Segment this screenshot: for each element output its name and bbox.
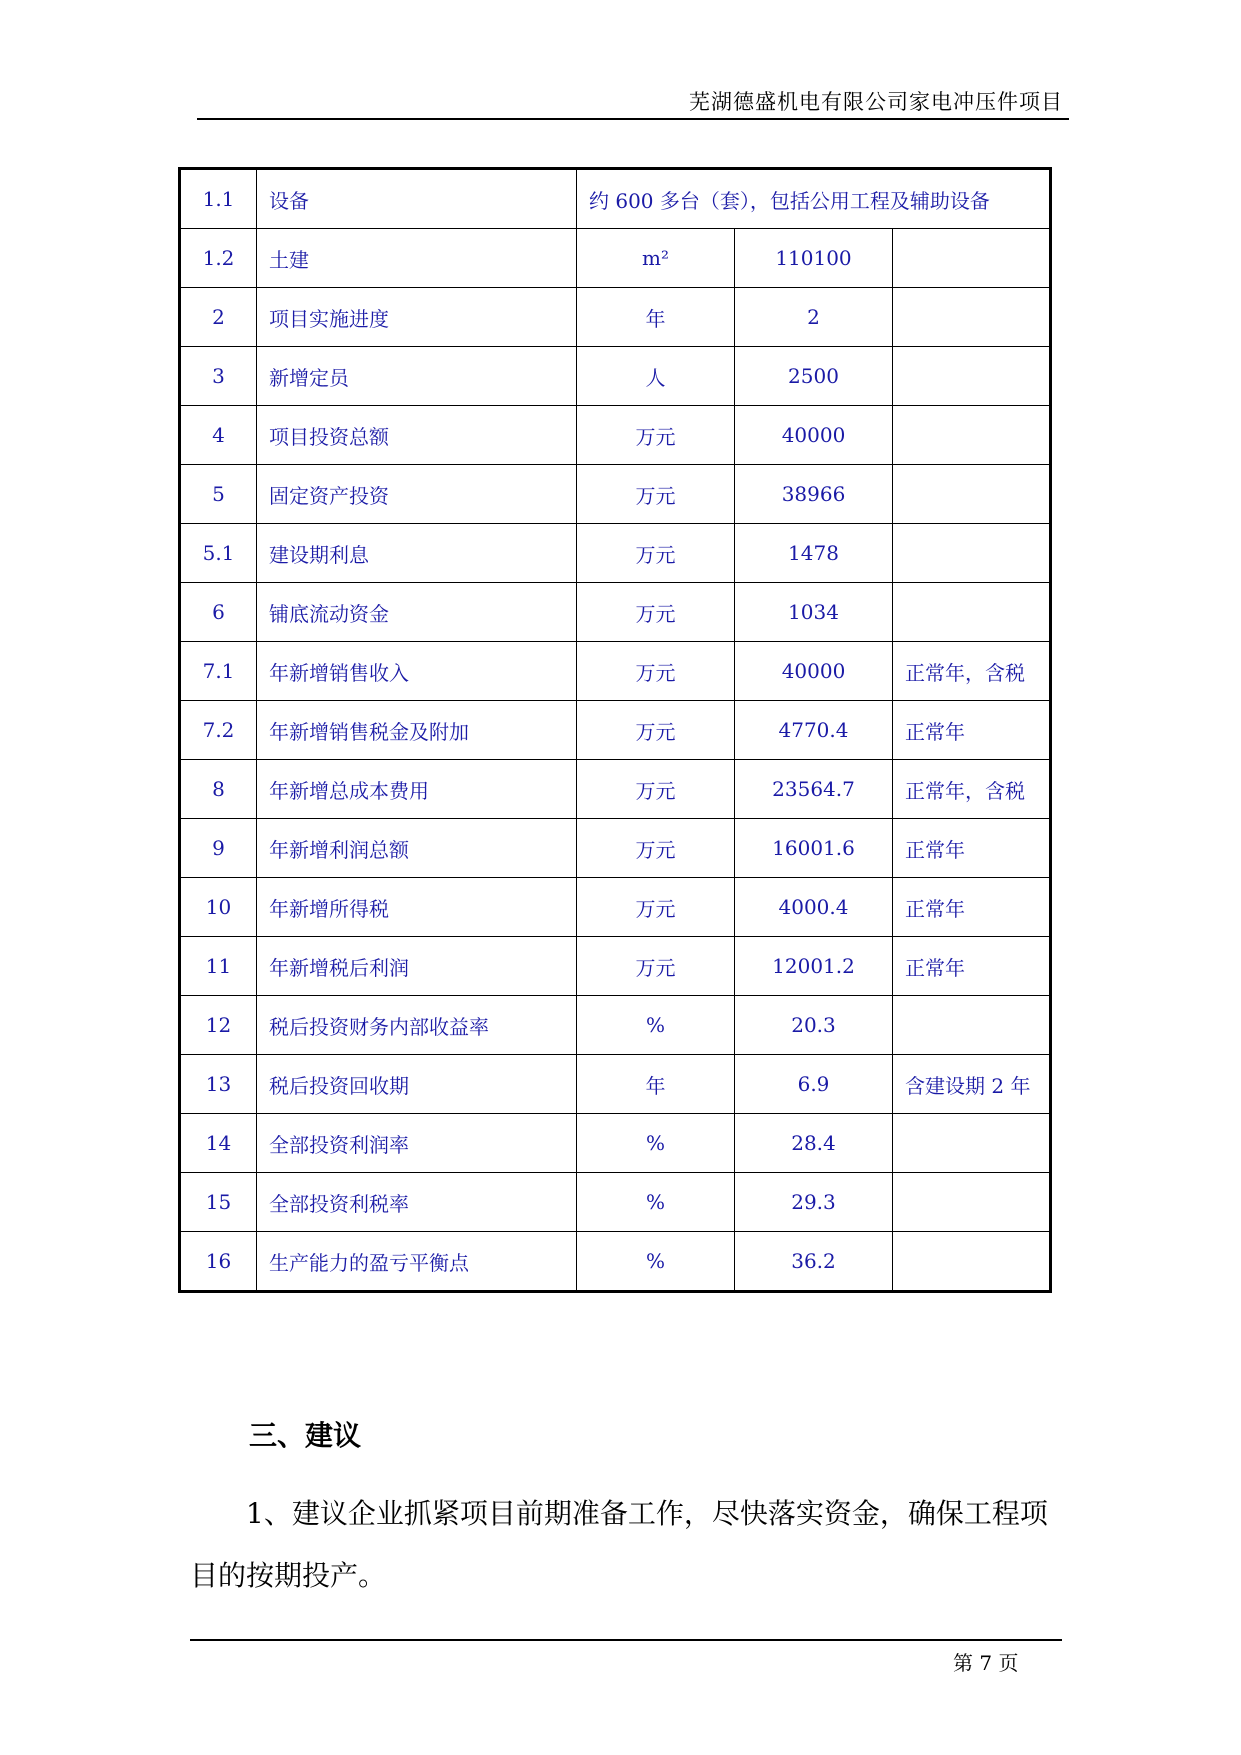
item-name-cell: 年新增销售税金及附加 xyxy=(257,701,577,760)
value-cell: 36.2 xyxy=(735,1232,893,1292)
item-name-cell: 项目实施进度 xyxy=(257,288,577,347)
note-cell: 正常年，含税 xyxy=(893,642,1051,701)
value-cell: 40000 xyxy=(735,642,893,701)
row-number-cell: 3 xyxy=(180,347,257,406)
item-name-cell: 建设期利息 xyxy=(257,524,577,583)
unit-cell: 万元 xyxy=(577,937,735,996)
unit-cell: % xyxy=(577,1232,735,1292)
row-number-cell: 5 xyxy=(180,465,257,524)
table-row xyxy=(180,229,1051,288)
note-cell xyxy=(893,583,1051,642)
item-description-cell: 约 600 多台（套），包括公用工程及辅助设备 xyxy=(577,169,1051,229)
item-name-cell: 年新增税后利润 xyxy=(257,937,577,996)
row-number-cell: 8 xyxy=(180,760,257,819)
note-cell xyxy=(893,406,1051,465)
item-name-cell: 年新增所得税 xyxy=(257,878,577,937)
note-cell xyxy=(893,288,1051,347)
note-cell: 正常年 xyxy=(893,878,1051,937)
row-number-cell: 4 xyxy=(180,406,257,465)
table-row xyxy=(180,524,1051,583)
item-name-cell: 生产能力的盈亏平衡点 xyxy=(257,1232,577,1292)
value-cell: 38966 xyxy=(735,465,893,524)
unit-cell: 万元 xyxy=(577,406,735,465)
row-number-cell: 9 xyxy=(180,819,257,878)
unit-cell: % xyxy=(577,1173,735,1232)
value-cell: 16001.6 xyxy=(735,819,893,878)
value-cell: 6.9 xyxy=(735,1055,893,1114)
item-name-cell: 土建 xyxy=(257,229,577,288)
unit-cell: 年 xyxy=(577,288,735,347)
unit-cell: % xyxy=(577,996,735,1055)
page-number: 第 7 页 xyxy=(953,1651,1019,1675)
value-cell: 20.3 xyxy=(735,996,893,1055)
note-cell xyxy=(893,996,1051,1055)
unit-cell: m² xyxy=(577,229,735,288)
table-row xyxy=(180,1173,1051,1232)
note-cell xyxy=(893,229,1051,288)
section-heading: 三、建议 xyxy=(249,1419,362,1452)
row-number-cell: 12 xyxy=(180,996,257,1055)
table-row xyxy=(180,347,1051,406)
note-cell xyxy=(893,524,1051,583)
value-cell: 2500 xyxy=(735,347,893,406)
note-cell xyxy=(893,347,1051,406)
row-number-cell: 7.1 xyxy=(180,642,257,701)
row-number-cell: 16 xyxy=(180,1232,257,1292)
table-row xyxy=(180,288,1051,347)
row-number-cell: 15 xyxy=(180,1173,257,1232)
item-name-cell: 全部投资利税率 xyxy=(257,1173,577,1232)
value-cell: 110100 xyxy=(735,229,893,288)
running-header-title: 芜湖德盛机电有限公司家电冲压件项目 xyxy=(689,90,1063,114)
recommendation-text: 1、建议企业抓紧项目前期准备工作，尽快落实资金，确保工程项目的按期投产。 xyxy=(190,1497,1048,1592)
recommendation-paragraph xyxy=(190,1483,1060,1607)
row-number-cell: 14 xyxy=(180,1114,257,1173)
header-divider xyxy=(197,118,1069,120)
unit-cell: % xyxy=(577,1114,735,1173)
value-cell: 4000.4 xyxy=(735,878,893,937)
table-row xyxy=(180,996,1051,1055)
row-number-cell: 5.1 xyxy=(180,524,257,583)
row-number-cell: 11 xyxy=(180,937,257,996)
row-number-cell: 1.1 xyxy=(180,169,257,229)
value-cell: 4770.4 xyxy=(735,701,893,760)
item-name-cell: 铺底流动资金 xyxy=(257,583,577,642)
item-name-cell: 项目投资总额 xyxy=(257,406,577,465)
unit-cell: 万元 xyxy=(577,701,735,760)
value-cell: 2 xyxy=(735,288,893,347)
item-name-cell: 税后投资回收期 xyxy=(257,1055,577,1114)
row-number-cell: 10 xyxy=(180,878,257,937)
table-row xyxy=(180,878,1051,937)
item-name-cell: 年新增销售收入 xyxy=(257,642,577,701)
unit-cell: 万元 xyxy=(577,642,735,701)
unit-cell: 人 xyxy=(577,347,735,406)
table-row xyxy=(180,1232,1051,1292)
table-body xyxy=(180,169,1051,1292)
note-cell: 正常年，含税 xyxy=(893,760,1051,819)
table-row xyxy=(180,760,1051,819)
value-cell: 28.4 xyxy=(735,1114,893,1173)
item-name-cell: 新增定员 xyxy=(257,347,577,406)
table-row xyxy=(180,1114,1051,1173)
row-number-cell: 7.2 xyxy=(180,701,257,760)
value-cell: 40000 xyxy=(735,406,893,465)
table-row xyxy=(180,819,1051,878)
row-number-cell: 1.2 xyxy=(180,229,257,288)
item-name-cell: 全部投资利润率 xyxy=(257,1114,577,1173)
item-name-cell: 年新增利润总额 xyxy=(257,819,577,878)
unit-cell: 万元 xyxy=(577,760,735,819)
value-cell: 29.3 xyxy=(735,1173,893,1232)
note-cell xyxy=(893,465,1051,524)
table-row xyxy=(180,583,1051,642)
note-cell xyxy=(893,1173,1051,1232)
note-cell: 含建设期 2 年 xyxy=(893,1055,1051,1114)
table-row xyxy=(180,701,1051,760)
value-cell: 23564.7 xyxy=(735,760,893,819)
row-number-cell: 13 xyxy=(180,1055,257,1114)
unit-cell: 万元 xyxy=(577,819,735,878)
item-name-cell: 固定资产投资 xyxy=(257,465,577,524)
note-cell xyxy=(893,1232,1051,1292)
footer-divider xyxy=(190,1639,1062,1641)
item-name-cell: 税后投资财务内部收益率 xyxy=(257,996,577,1055)
value-cell: 1478 xyxy=(735,524,893,583)
item-name-cell: 设备 xyxy=(257,169,577,229)
note-cell: 正常年 xyxy=(893,937,1051,996)
table-row xyxy=(180,406,1051,465)
unit-cell: 年 xyxy=(577,1055,735,1114)
value-cell: 12001.2 xyxy=(735,937,893,996)
note-cell xyxy=(893,1114,1051,1173)
row-number-cell: 6 xyxy=(180,583,257,642)
item-name-cell: 年新增总成本费用 xyxy=(257,760,577,819)
table-row xyxy=(180,465,1051,524)
unit-cell: 万元 xyxy=(577,524,735,583)
note-cell: 正常年 xyxy=(893,819,1051,878)
table-row xyxy=(180,1055,1051,1114)
unit-cell: 万元 xyxy=(577,878,735,937)
table-row xyxy=(180,937,1051,996)
unit-cell: 万元 xyxy=(577,465,735,524)
value-cell: 1034 xyxy=(735,583,893,642)
row-number-cell: 2 xyxy=(180,288,257,347)
unit-cell: 万元 xyxy=(577,583,735,642)
note-cell: 正常年 xyxy=(893,701,1051,760)
table-row xyxy=(180,169,1051,229)
table-row xyxy=(180,642,1051,701)
project-indicator-table xyxy=(178,167,1052,1293)
